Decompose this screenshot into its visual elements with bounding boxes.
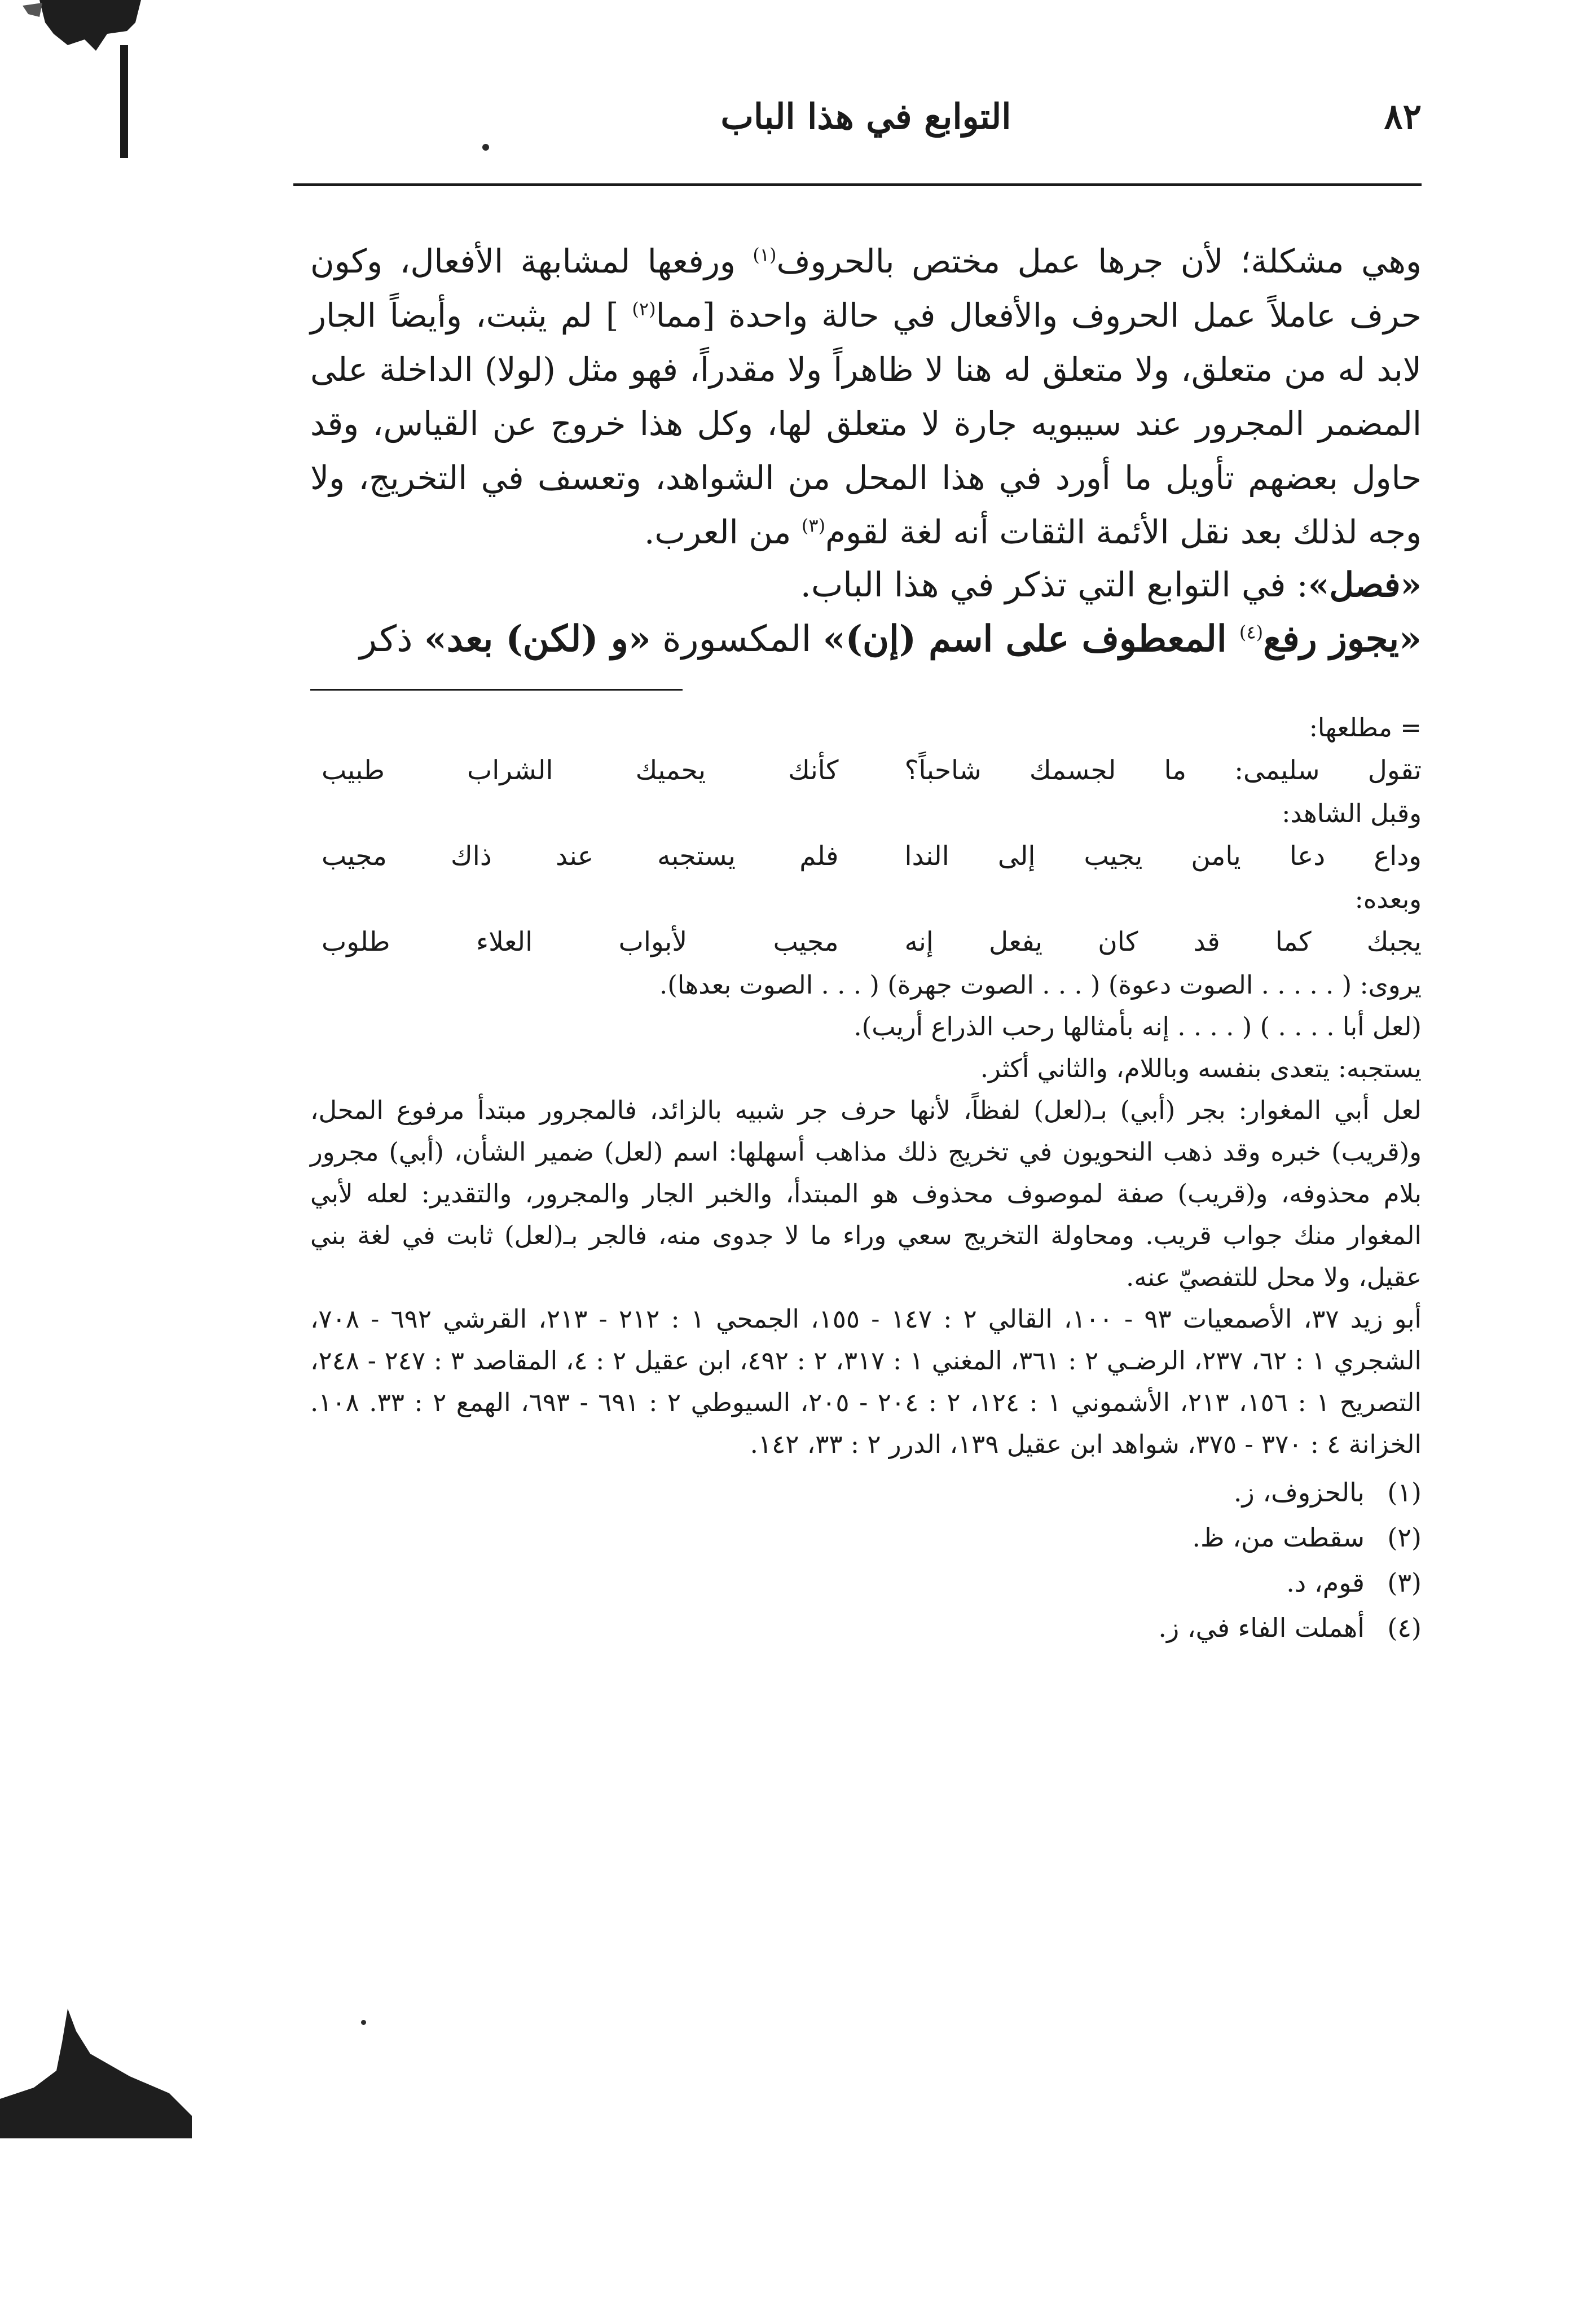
footnote-marker: (٤) [1239, 621, 1264, 643]
binding-edge-bottom [0, 2009, 192, 2138]
commentary-line: (لعل أبا . . . . ) ( . . . . إنه بأمثالها رحب الذراع أريب). [854, 1012, 1422, 1042]
footnote-item [310, 1560, 1422, 1605]
commentary-line: يستجبه: يتعدى بنفسه وباللام، والثاني أكثر. [980, 1053, 1422, 1083]
footnote-item [310, 1605, 1422, 1650]
poem-verse [310, 834, 1422, 878]
scan-speck [361, 2020, 366, 2025]
commentary-line: وبعده: [1354, 884, 1422, 914]
running-title: التوابع في هذا الباب [720, 96, 1011, 137]
footnote-marker: (٢) [632, 298, 656, 320]
footnote-number: (١) [1387, 1477, 1422, 1508]
footnote-text: أهملت الفاء في، ز. [1158, 1613, 1365, 1643]
footnote-commentary [310, 707, 1422, 1465]
verse-hemistich: مجيب لأبواب العلاء طلوب [322, 926, 839, 957]
page-header [310, 85, 1422, 192]
commentary-line: يروى: ( . . . . . الصوت دعوة) ( . . . الصوت جهرة) ( . . . الصوت بعدها). [659, 970, 1422, 1000]
verse-hemistich: يجبك كما قد كان يفعل إنه [904, 926, 1422, 957]
footnote-number: (٣) [1387, 1567, 1422, 1598]
poem-verse [310, 749, 1422, 793]
footnote-marker: (١) [753, 244, 777, 266]
page-number: ٨٢ [1384, 96, 1422, 137]
footnotes [310, 1470, 1422, 1650]
separator-line [310, 689, 683, 691]
header-rule [293, 183, 1422, 186]
footnote-item [310, 1470, 1422, 1515]
footnote-text: قوم، د. [1286, 1567, 1365, 1598]
commentary-intro: = مطلعها: [1309, 713, 1422, 743]
footnote-text: بالحزوف، ز. [1233, 1477, 1365, 1508]
main-text [310, 234, 1422, 667]
verse-hemistich: تقول سليمى: ما لجسمك شاحباً؟ [904, 755, 1422, 786]
rule-statement: «يجوز رفع$^{(٤)}$ المعطوف على اسم (إن)» المكسورة «و (لكن) بعد» ذكر [359, 618, 1422, 660]
footnote-item [310, 1515, 1422, 1560]
footnote-text: سقطت من، ظ. [1192, 1522, 1365, 1553]
commentary-line: وقبل الشاهد: [1282, 798, 1422, 828]
commentary-sources: أبو زيد ٣٧، الأصمعيات ٩٣ - ١٠٠، القالي ٢ : ١٤٧ - ١٥٥، الجمحي ١ : ٢١٢ - ٢١٣، القرشي ٦٩٢ - ٧٠٨، الشجري ١ : ٦٢، ٢٣٧، الرضـي ٢ : ٣٦١، المغني ١ : ٣١٧، ٢ : ٤٩٢، ابن عقيل ٢ : ٤، المقاصد ٣ : ٢٤٧ - ٢٤٨، التصريح ١ : ١٥٦، ٢١٣، الأشموني ١ : ١٢٤، ٢ : ٢٠٤ - ٢٠٥، السيوطي ٢ : ٦٩١ - ٦٩٣، الهمع ٢ : ٣٣. ١٠٨. الخزانة ٤ : ٣٧٠ - ٣٧٥، شواهد ابن عقيل ١٣٩، الدرر ٢ : ٣٣، ١٤٢. [310, 1304, 1422, 1459]
footnote-number: (٤) [1387, 1613, 1422, 1643]
binding-edge-line [120, 45, 128, 158]
footnote-marker: (٣) [801, 515, 826, 537]
page [310, 85, 1422, 1650]
poem-verse [310, 920, 1422, 964]
verse-hemistich: كأنك يحميك الشراب طبيب [322, 755, 839, 786]
verse-hemistich: وداع دعا يامن يجيب إلى الندا [904, 841, 1422, 872]
footnote-number: (٢) [1387, 1522, 1422, 1553]
section-text: : في التوابع التي تذكر في هذا الباب. [800, 565, 1308, 605]
body-paragraph: وهي مشكلة؛ لأن جرها عمل مختص بالحروف$^{(١)}$ ورفعها لمشابهة الأفعال، وكون حرف عاملاً عمل الحروف والأفعال في حالة واحدة [مما$^{(٢)}$ ] لم يثبت، وأيضاً الجار لابد له من متعلق، ولا متعلق له هنا لا ظاهراً ولا مقدراً، فهو مثل (لولا) الداخلة على المضمر المجرور عند سيبويه جارة لا متعلق لها، وكل هذا خروج عن القياس، وقد حاول بعضهم تأويل ما أورد في هذا المحل من الشواهد، وتعسف في التخريج، ولا وجه لذلك بعد نقل الأئمة الثقات أنه لغة لقوم$^{(٣)}$ من العرب. [310, 242, 1422, 551]
footnote-separator [310, 684, 1422, 707]
commentary-analysis: لعل أبي المغوار: بجر (أبي) بـ(لعل) لفظاً، لأنها حرف جر شبيه بالزائد، فالمجرور مبتدأ مرفوع المحل، و(قريب) خبره وقد ذهب النحويون في تخريج ذلك مذاهب أسهلها: اسم (لعل) ضمير الشأن، (أبي) مجرور بلام محذوفه، و(قريب) صفة لموصوف محذوف هو المبتدأ، والخبر الجار والمجرور، والتقدير: لعله لأبي المغوار منك جواب قريب. ومحاولة التخريج سعي وراء ما لا جدوى منه، فالجر بـ(لعل) ثابت في لغة بني عقيل، ولا محل للتفصيّ عنه. [310, 1095, 1422, 1292]
section-label: «فصل» [1308, 565, 1422, 605]
section-heading [310, 559, 1422, 611]
verse-hemistich: فلم يستجبه عند ذاك مجيب [322, 841, 839, 872]
